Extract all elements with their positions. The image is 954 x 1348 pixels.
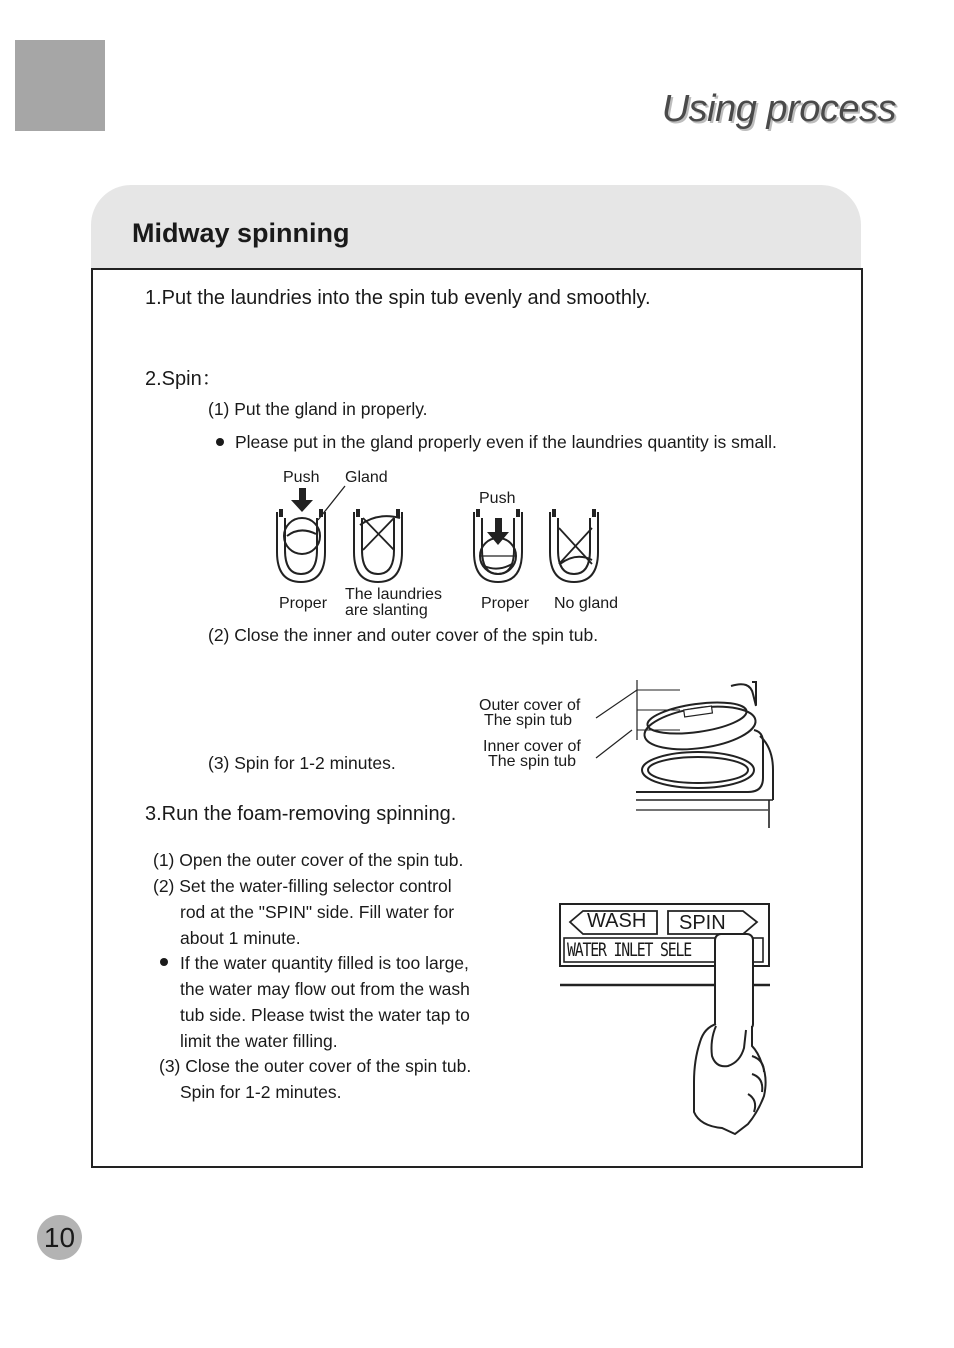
caption-slanting-line-2: are slanting xyxy=(345,602,428,619)
inner-cover-label-2: The spin tub xyxy=(488,753,577,770)
gland-label: Gland xyxy=(345,469,388,486)
step-2-sub-3: (3) Spin for 1-2 minutes. xyxy=(208,753,396,773)
tub-slanting-illustration xyxy=(354,509,402,582)
step-3-line-3: rod at the "SPIN" side. Fill water for xyxy=(180,902,455,922)
push-label-2: Push xyxy=(479,490,516,507)
page-title: Using process xyxy=(661,88,896,130)
step-3-line-7: tub side. Please twist the water tap to xyxy=(180,1005,470,1025)
caption-no-gland: No gland xyxy=(554,595,619,612)
step-2-sub-2: (2) Close the inner and outer cover of the spin tub. xyxy=(208,625,599,645)
spin-arrow-icon xyxy=(668,911,757,934)
selector-rod xyxy=(715,934,753,1030)
caption-proper-1: Proper xyxy=(279,595,328,612)
tub-proper-1-illustration xyxy=(277,509,325,582)
inner-cover-label-1: Inner cover of xyxy=(483,738,581,755)
water-inlet-selector-label: WATER INLET SELE xyxy=(567,939,692,961)
spin-label: SPIN xyxy=(679,912,726,934)
step-3-line-9: (3) Close the outer cover of the spin tub. xyxy=(159,1056,472,1076)
wash-arrow-icon xyxy=(570,911,657,934)
step-3-heading: 3.Run the foam-removing spinning. xyxy=(145,803,457,825)
page-number: 10 xyxy=(37,1215,82,1260)
step-1-text: 1.Put the laundries into the spin tub evenly and smoothly. xyxy=(145,287,651,309)
gland-pointer-line xyxy=(318,486,345,520)
step-3-line-10: Spin for 1-2 minutes. xyxy=(180,1082,342,1102)
step-3-line-1: (1) Open the outer cover of the spin tub. xyxy=(153,850,464,870)
push-arrow-1-icon xyxy=(291,488,313,512)
step-2-bullet: Please put in the gland properly even if the laundries quantity is small. xyxy=(235,432,777,452)
outer-cover-label-1: Outer cover of xyxy=(479,697,581,714)
tub-no-gland-illustration xyxy=(550,509,598,582)
outer-cover-label-2: The spin tub xyxy=(484,712,573,729)
step-2-sub-1: (1) Put the gland in properly. xyxy=(208,399,428,419)
step-3-line-6: the water may flow out from the wash xyxy=(180,979,470,999)
push-arrow-2-icon xyxy=(487,518,509,545)
step-2-heading: 2.Spin： xyxy=(145,368,222,390)
wash-label: WASH xyxy=(587,910,647,932)
caption-proper-2: Proper xyxy=(481,595,530,612)
push-label-1: Push xyxy=(283,469,320,486)
step-3-line-5: If the water quantity filled is too large, xyxy=(180,953,469,973)
water-selector-illustration xyxy=(560,904,770,1134)
step-3-line-4: about 1 minute. xyxy=(180,928,301,948)
hand-icon xyxy=(694,1024,766,1134)
step-3-line-2: (2) Set the water-filling selector control xyxy=(153,876,452,896)
panel-title: Midway spinning xyxy=(132,218,350,248)
spin-tub-cover-illustration xyxy=(596,680,773,828)
caption-slanting-line-1: The laundries xyxy=(345,586,442,603)
step-3-line-8: limit the water filling. xyxy=(180,1031,338,1051)
